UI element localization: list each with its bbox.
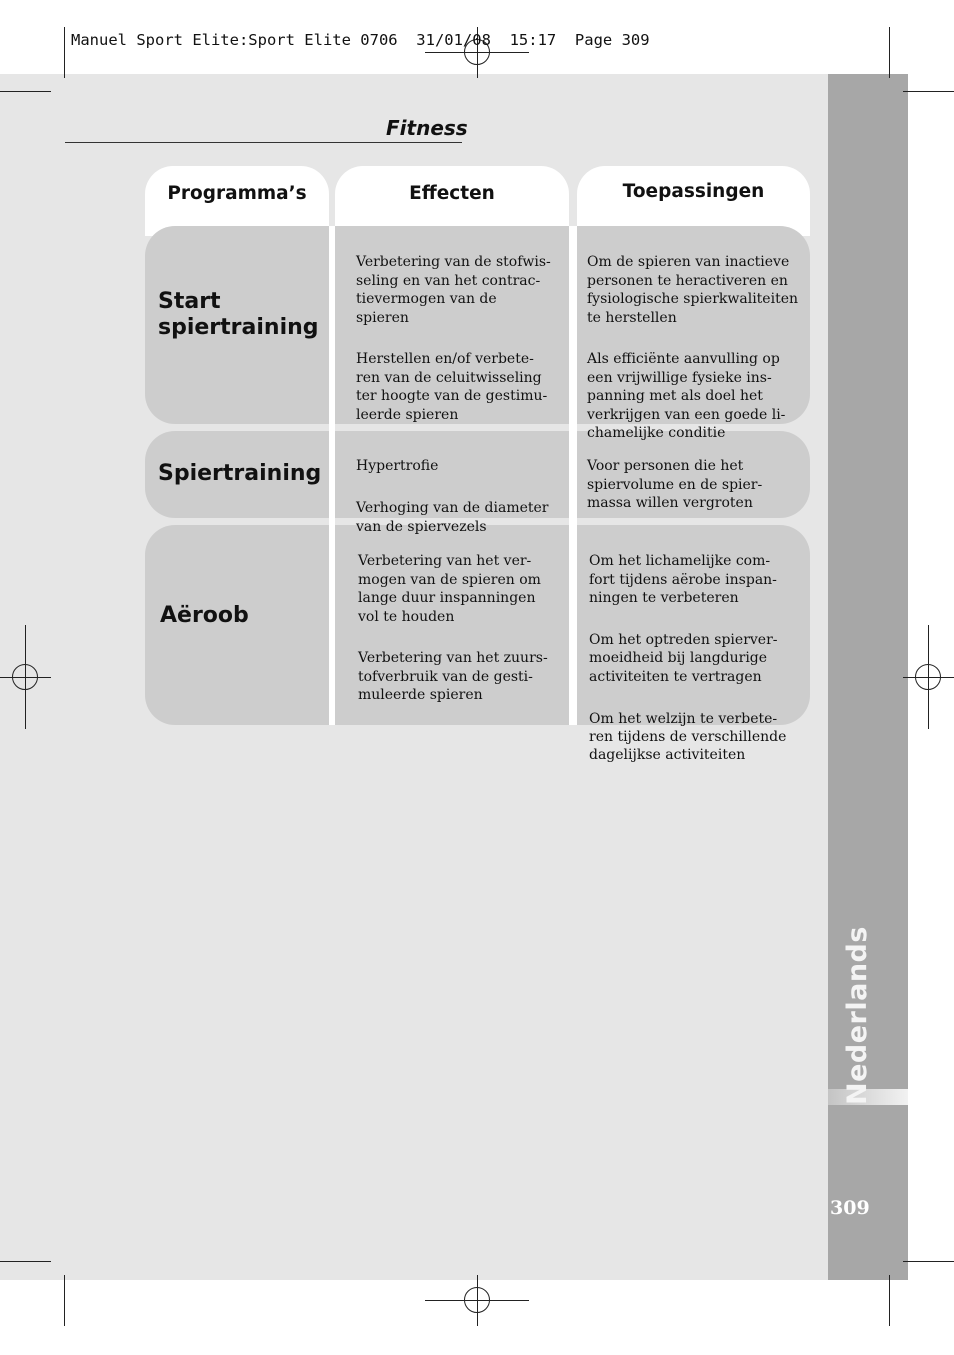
application-text: Als efficiënte aanvulling op een vrijwillige fysieke ins- panning met als doel het verkrijgen van een goede li- chamelijke conditie	[587, 351, 786, 442]
effect-text: Verbetering van het zuurs- tofverbruik van de gesti- muleerde spieren	[358, 650, 548, 704]
crop-mark	[0, 1261, 51, 1262]
applications-cell	[589, 534, 807, 788]
page-number: 309	[830, 1197, 870, 1219]
application-text: Om het lichamelijke com- fort tijdens aërobe inspan- ningen te verbeteren	[589, 553, 777, 607]
program-name: Aëroob	[160, 603, 249, 628]
section-title: Fitness	[386, 116, 468, 140]
program-name: Spiertraining	[158, 461, 322, 486]
effect-text: Verhoging van de diameter van de spiervezels	[356, 500, 549, 535]
applications-cell	[587, 439, 805, 536]
header-effects: Effecten	[409, 183, 495, 204]
application-text: Om de spieren van inactieve personen te heractiveren en fysiologische spierkwaliteiten te herstellen	[587, 254, 798, 326]
program-name: Start spiertraining	[158, 289, 319, 340]
print-slug: Manuel Sport Elite:Sport Elite 0706 31/01/08 15:17 Page 309	[71, 31, 650, 49]
header-programs: Programma’s	[167, 183, 307, 204]
effect-text: Verbetering van het ver- mogen van de spieren om lange duur inspanningen vol te houden	[358, 553, 541, 625]
crop-mark	[0, 91, 51, 92]
effect-text: Herstellen en/of verbete- ren van de celuitwisseling ter hoogte van de gestimu- leerde spieren	[356, 351, 548, 423]
application-text: Om het optreden spierver- moeidheid bij langdurige activiteiten te vertragen	[589, 632, 778, 685]
crop-mark	[903, 91, 954, 92]
crop-mark	[64, 1275, 65, 1326]
crop-mark	[889, 1275, 890, 1326]
effect-text: Verbetering van de stofwis- seling en van het contrac- tievermogen van de spieren	[356, 254, 551, 326]
column-divider	[569, 226, 577, 725]
section-title-rule	[65, 142, 462, 143]
effect-text: Hypertrofie	[356, 458, 439, 475]
language-label: Nederlands	[842, 926, 873, 1105]
application-text: Om het welzijn te verbete- ren tijdens de verschillende dagelijkse activiteiten	[589, 710, 787, 764]
column-divider	[329, 226, 335, 725]
crop-mark	[889, 27, 890, 78]
crop-mark	[903, 1261, 954, 1262]
application-text: Voor personen die het spiervolume en de spier- massa willen vergroten	[587, 458, 763, 512]
header-applications: Toepassingen	[622, 181, 765, 202]
effects-cell	[356, 235, 566, 447]
applications-cell	[587, 235, 805, 466]
effects-cell	[358, 534, 568, 728]
crop-mark	[64, 27, 65, 78]
